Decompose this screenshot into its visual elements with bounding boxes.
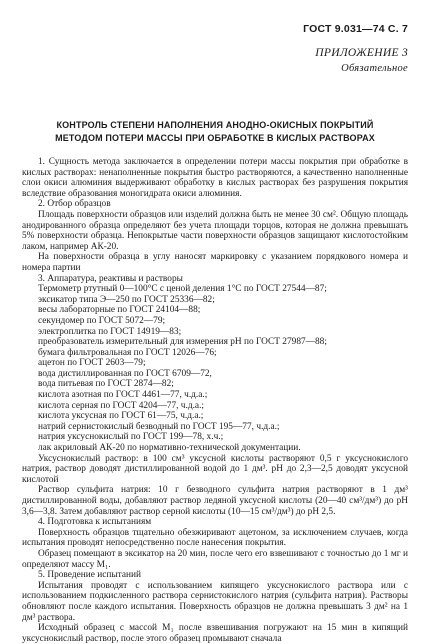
document-title [22,119,408,144]
list-item: кислота серная по ГОСТ 4204—77, ч.д.а.; [38,400,205,411]
list-item: эксикатор типа Э—250 по ГОСТ 25336—82; [38,294,215,305]
section-3-paragraph-2: Раствор сульфита натрия: 10 г безводного сульфита натрия растворяют в 1 дм³ дистиллированной воды, добавляют раствор ледяной уксусной кислоты (20—40 см³/дм³) до pH 3,6—3,8. Затем добавляют раствор серной кислоты (10—15 см³/дм³) до pH 2,5. [22,485,408,517]
section-3-heading: 3. Аппаратура, реактивы и растворы [38,273,183,284]
list-item: лак акриловый АК-20 по нормативно-технической документации. [38,443,301,454]
list-item: весы лабораторные по ГОСТ 24104—88; [38,305,201,316]
section-5-paragraph-2: Исходный образец с массой M₁ после взвешивания погружают на 15 мин в кипящий уксуснокислый раствор, после этого образец промывают сначала [22,623,408,644]
list-item: секундомер по ГОСТ 5072—79; [38,315,166,326]
section-3-paragraph-1: Уксуснокислый раствор: в 100 см³ уксусной кислоты растворяют 0,5 г уксуснокислого натрия, раствор доводят дистиллированной водой до 1 дм³. pH до 2,3—2,5 доводят уксусной кислотой [22,453,408,485]
section-5-paragraph-1: Испытания проводят с использованием кипящего уксуснокислого раствора или с использованием подкисленного раствора сернистокислого натрия (сульфита натрия). Растворы обновляют после каждого испытания. Поверхность образцов не должна превышать 3 дм² на 1 дм³ раствора. [22,580,408,623]
page-header: ГОСТ 9.031—74 С. 7 [303,23,408,35]
list-item: преобразователь измерительный для измерения pH по ГОСТ 27987—88; [38,337,327,348]
list-item: бумага фильтровальная по ГОСТ 12026—76; [38,347,217,358]
list-item: вода питьевая по ГОСТ 2874—82; [38,379,174,390]
appendix-label-block [315,46,408,76]
appendix-label: ПРИЛОЖЕНИЕ 3 [315,47,408,59]
list-item: натрия уксуснокислый по ГОСТ 199—78, х.ч.; [38,432,224,443]
list-item: ацетон по ГОСТ 2603—79; [38,358,146,369]
appendix-status: Обязательное [341,63,408,74]
document-body [22,157,408,644]
title-line-1: КОНТРОЛЬ СТЕПЕНИ НАПОЛНЕНИЯ АНОДНО-ОКИСНЫХ ПОКРЫТИЙ [56,120,374,130]
list-item: натрий сернистокислый безводный по ГОСТ 195—77, ч.д.а.; [38,421,280,432]
section-4-paragraph-1: Поверхность образцов тщательно обезжиривают ацетоном, за исключением случаев, когда испытания проводят непосредственно после нанесения покрытия. [22,527,408,549]
list-item: кислота уксусная по ГОСТ 61—75, ч.д.а.; [38,411,204,422]
section-2-heading: 2. Отбор образцов [38,199,111,210]
section-2-paragraph-1: Площадь поверхности образцов или изделий должна быть не менее 30 см². Общую площадь анодированного образца определяют без учета площади торцов, которая не должна превышать 5% поверхности образца. Непокрытые части поверхности образцов защищают кислотостойким лаком, например АК-20. [22,209,408,252]
list-item: вода дистиллированная по ГОСТ 6709—72, [38,368,212,379]
list-item: Термометр ртутный 0—100°С с ценой деления 1°С по ГОСТ 27544—87; [38,284,327,295]
list-item: электроплитка по ГОСТ 14919—83; [38,326,182,337]
section-4-heading: 4. Подготовка к испытаниям [38,517,152,528]
list-item: кислота азотная по ГОСТ 4461—77, ч.д.а.; [38,390,208,401]
section-1-text: 1. Сущность метода заключается в определении потери массы покрытия при обработке в кислых растворах: ненаполненные покрытия быстро растворяются, а качественно наполненные слои окиси алюминия выдерживают обработку в кислых растворах без разрушения покрытия вследствие образования моногидрата окиси алюминия. [22,157,408,199]
title-line-2: МЕТОДОМ ПОТЕРИ МАССЫ ПРИ ОБРАБОТКЕ В КИСЛЫХ РАСТВОРАХ [55,132,375,143]
section-4-paragraph-2: Образец помещают в эксикатор на 20 мин, после чего его взвешивают с точностью до 1 мг и определяют массу M₁. [22,548,408,570]
section-2-paragraph-2: На поверхности образца в углу наносят маркировку с указанием порядкового номера и номера партии [22,252,408,273]
section-5-heading: 5. Проведение испытаний [38,570,141,581]
